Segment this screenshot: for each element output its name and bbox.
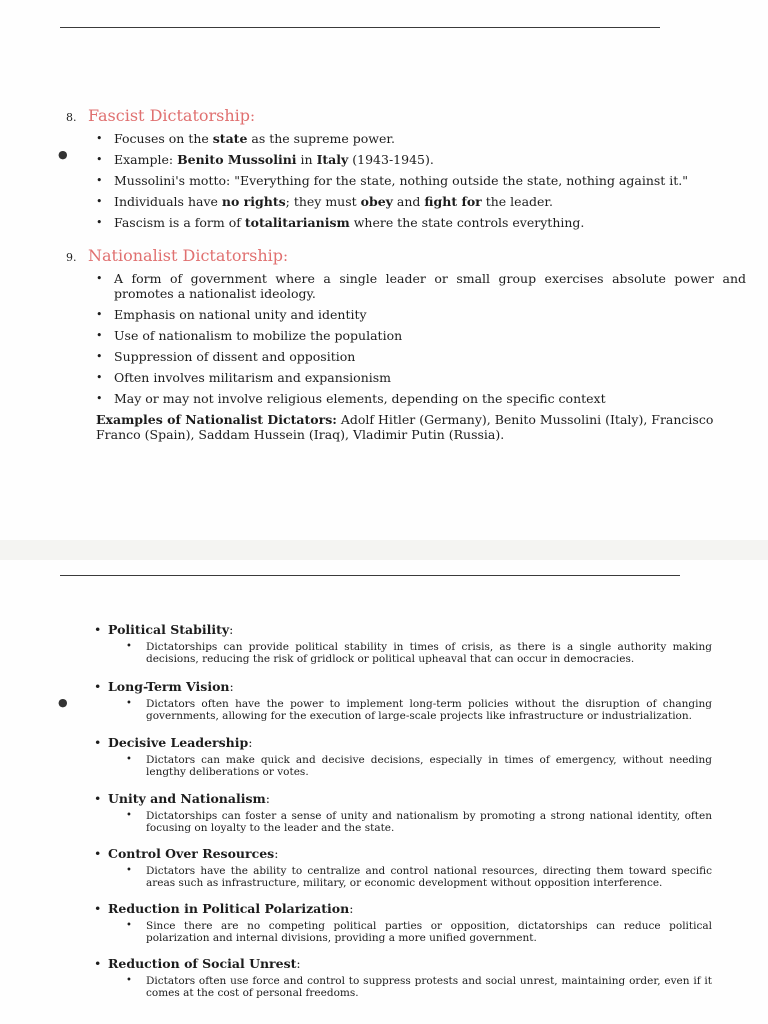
list-item: • A form of government where a single leader or small group exercises absolute power and promotes a nationalist ideology. — [94, 271, 746, 301]
section-number: 9. — [66, 251, 77, 264]
margin-mark: ● — [58, 148, 68, 161]
advantage-description: • Dictatorships can foster a sense of unity and nationalism by promoting a strong national identity, often focusing on loyalty to the leader and the state. — [146, 811, 712, 834]
top-rule — [60, 27, 660, 28]
advantage-description: • Since there are no competing political parties or opposition, dictatorships can reduce political polarization and internal divisions, providing a more unified government. — [146, 921, 712, 944]
list-item: • Fascism is a form of totalitarianism where the state controls everything. — [94, 215, 746, 230]
advantage-item — [92, 791, 712, 834]
advantage-title: • Decisive Leadership: — [92, 735, 712, 750]
advantage-description: • Dictators often use force and control to suppress protests and social unrest, maintaining order, even if it comes at the cost of personal freedoms. — [146, 976, 712, 999]
advantage-title: • Reduction of Social Unrest: — [92, 956, 712, 971]
advantage-title: • Control Over Resources: — [92, 846, 712, 861]
top-rule — [60, 575, 680, 576]
advantage-description: • Dictators often have the power to implement long-term policies without the disruption of changing governments, allowing for the execution of large-scale projects like infrastructure or industrialization. — [146, 699, 712, 722]
list-item: • Emphasis on national unity and identity — [94, 307, 746, 322]
advantage-item — [92, 901, 712, 944]
list-item: • Example: Benito Mussolini in Italy (1943-1945). — [94, 152, 746, 167]
nationalist-examples: Examples of Nationalist Dictators: Adolf Hitler (Germany), Benito Mussolini (Italy), Francisco Franco (Spain), Saddam Hussein (Iraq), Vladimir Putin (Russia). — [96, 412, 714, 442]
advantage-item — [92, 679, 712, 722]
section-title: Fascist Dictatorship — [88, 106, 251, 125]
advantage-description: • Dictators can make quick and decisive decisions, especially in times of emergency, without needing lengthy deliberations or votes. — [146, 755, 712, 778]
list-item: • Suppression of dissent and opposition — [94, 349, 746, 364]
nationalist-bullet-list — [66, 271, 746, 406]
section-nationalist-dictatorship — [66, 246, 746, 442]
list-item: • Use of nationalism to mobilize the population — [94, 328, 746, 343]
section-heading: 8. Fascist Dictatorship: — [66, 106, 256, 125]
list-item: • Mussolini's motto: "Everything for the state, nothing outside the state, nothing against it." — [94, 173, 746, 188]
advantage-description: • Dictators have the ability to centralize and control national resources, directing them toward specific areas such as infrastructure, military, or economic development without opposition interference. — [146, 866, 712, 889]
section-number: 8. — [66, 111, 77, 124]
advantage-item — [92, 846, 712, 889]
advantage-description: • Dictatorships can provide political stability in times of crisis, as there is a single authority making decisions, reducing the risk of gridlock or political upheaval that can occur in democracies. — [146, 642, 712, 665]
advantage-item — [92, 956, 712, 999]
document-page-2 — [0, 560, 768, 1024]
advantage-title: • Political Stability: — [92, 622, 712, 637]
advantage-item — [92, 622, 712, 665]
section-fascist-dictatorship — [66, 106, 746, 236]
advantage-item — [92, 735, 712, 778]
list-item: • May or may not involve religious elements, depending on the specific context — [94, 391, 746, 406]
advantage-title: • Unity and Nationalism: — [92, 791, 712, 806]
page-gap — [0, 540, 768, 560]
advantage-title: • Long-Term Vision: — [92, 679, 712, 694]
advantage-title: • Reduction in Political Polarization: — [92, 901, 712, 916]
section-title: Nationalist Dictatorship — [88, 246, 283, 265]
margin-mark: ● — [58, 696, 68, 709]
list-item: • Focuses on the state as the supreme power. — [94, 131, 746, 146]
list-item: • Often involves militarism and expansionism — [94, 370, 746, 385]
section-heading: 9. Nationalist Dictatorship: — [66, 246, 289, 265]
fascist-bullet-list — [66, 131, 746, 230]
list-item: • Individuals have no rights; they must obey and fight for the leader. — [94, 194, 746, 209]
